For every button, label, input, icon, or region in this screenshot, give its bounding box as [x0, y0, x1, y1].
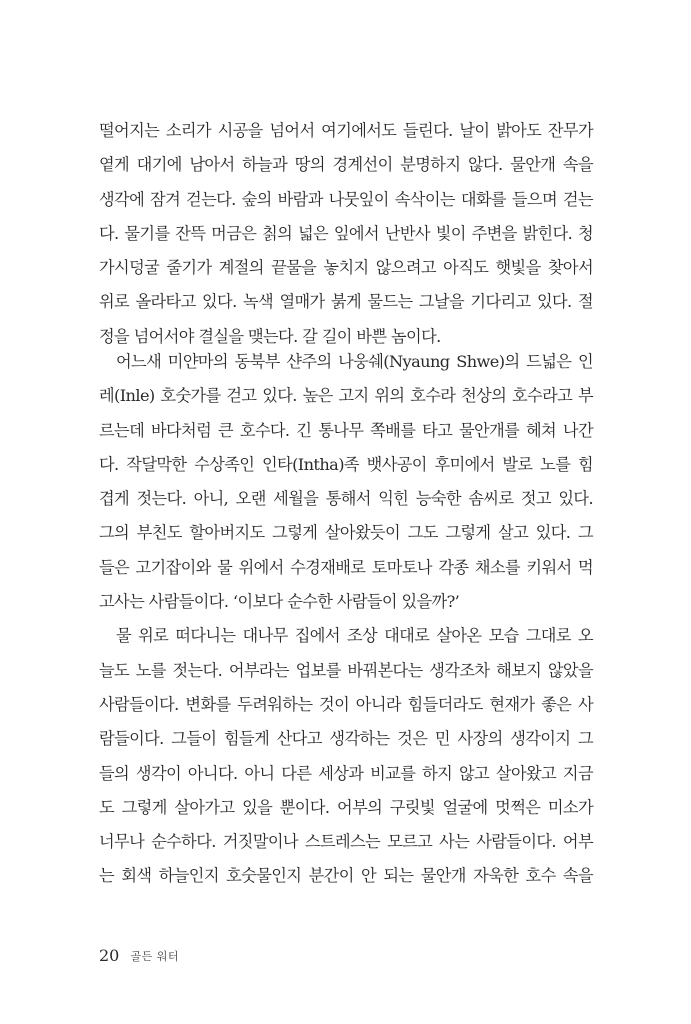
paragraph-group	[99, 345, 593, 894]
text-line: 생각에 잠겨 걷는다. 숲의 바람과 나뭇잎이 속삭이는 대화를 들으며 걷는	[99, 189, 593, 209]
text-line: 사람들이다. 변화를 두려워하는 것이 아니라 힘들더라도 현재가 좋은 사	[99, 694, 593, 714]
text-line: 는 회색 하늘인지 호숫물인지 분간이 안 되는 물안개 자욱한 호수 속을	[99, 866, 593, 886]
text-line: 다. 작달막한 수상족인 인타(Intha)족 뱃사공이 후미에서 발로 노를 힘	[99, 454, 593, 474]
text-line: 람들이다. 그들이 힘들게 산다고 생각하는 것은 민 사장의 생각이지 그	[99, 729, 593, 749]
text-line: 르는데 바다처럼 큰 호수다. 긴 통나무 쪽배를 타고 물안개를 헤쳐 나간	[99, 420, 593, 440]
paragraph-fishermen	[99, 619, 593, 893]
text-line: 고사는 사람들이다. ‘이보다 순수한 사람들이 있을까?’	[99, 592, 460, 612]
text-line: 물 위로 떠다니는 대나무 집에서 조상 대대로 살아온 모습 그대로 오	[116, 626, 593, 646]
text-line: 들의 생각이 아니다. 아니 다른 세상과 비교를 하지 않고 살아왔고 지금	[99, 763, 593, 783]
text-line: 들은 고기잡이와 물 위에서 수경재배로 토마토나 각종 채소를 키워서 먹	[99, 557, 593, 577]
text-line: 정을 넘어서야 결실을 맺는다. 갈 길이 바쁜 놈이다.	[99, 326, 441, 346]
text-line: 가시덩굴 줄기가 계절의 끝물을 놓치지 않으려고 아직도 햇빛을 찾아서	[99, 258, 593, 278]
text-line: 겹게 젓는다. 아니, 오랜 세월을 통해서 익힌 능숙한 솜씨로 젓고 있다.	[99, 489, 593, 509]
text-line: 도 그렇게 살아가고 있을 뿐이다. 어부의 구릿빛 얼굴에 멋쩍은 미소가	[99, 797, 593, 817]
paragraph-inle-lake	[99, 345, 593, 619]
running-title: 골든 워터	[130, 950, 179, 963]
text-line: 레(Inle) 호숫가를 걷고 있다. 높은 고지 위의 호수라 천상의 호수라고 부	[99, 386, 593, 406]
page-footer	[99, 945, 179, 967]
text-line: 그의 부친도 할아버지도 그렇게 살아왔듯이 그도 그렇게 살고 있다. 그	[99, 523, 593, 543]
text-line: 옅게 대기에 남아서 하늘과 땅의 경계선이 분명하지 않다. 물안개 속을	[99, 155, 593, 175]
text-line: 너무나 순수하다. 거짓말이나 스트레스는 모르고 사는 사람들이다. 어부	[99, 832, 593, 852]
text-line: 어느새 미얀마의 동북부 샨주의 나웅쉐(Nyaung Shwe)의 드넓은 인	[116, 352, 593, 371]
text-line: 위로 올라타고 있다. 녹색 열매가 붉게 물드는 그날을 기다리고 있다. 절	[99, 292, 593, 312]
paragraph-continued	[99, 114, 593, 354]
page-number: 20	[99, 946, 120, 965]
text-line: 늘도 노를 젓는다. 어부라는 업보를 바꿔본다는 생각조차 해보지 않았을	[99, 660, 593, 680]
text-line: 떨어지는 소리가 시공을 넘어서 여기에서도 들린다. 날이 밝아도 잔무가	[99, 121, 593, 140]
text-line: 다. 물기를 잔뜩 머금은 칡의 넓은 잎에서 난반사 빛이 주변을 밝힌다. 청	[99, 223, 593, 243]
